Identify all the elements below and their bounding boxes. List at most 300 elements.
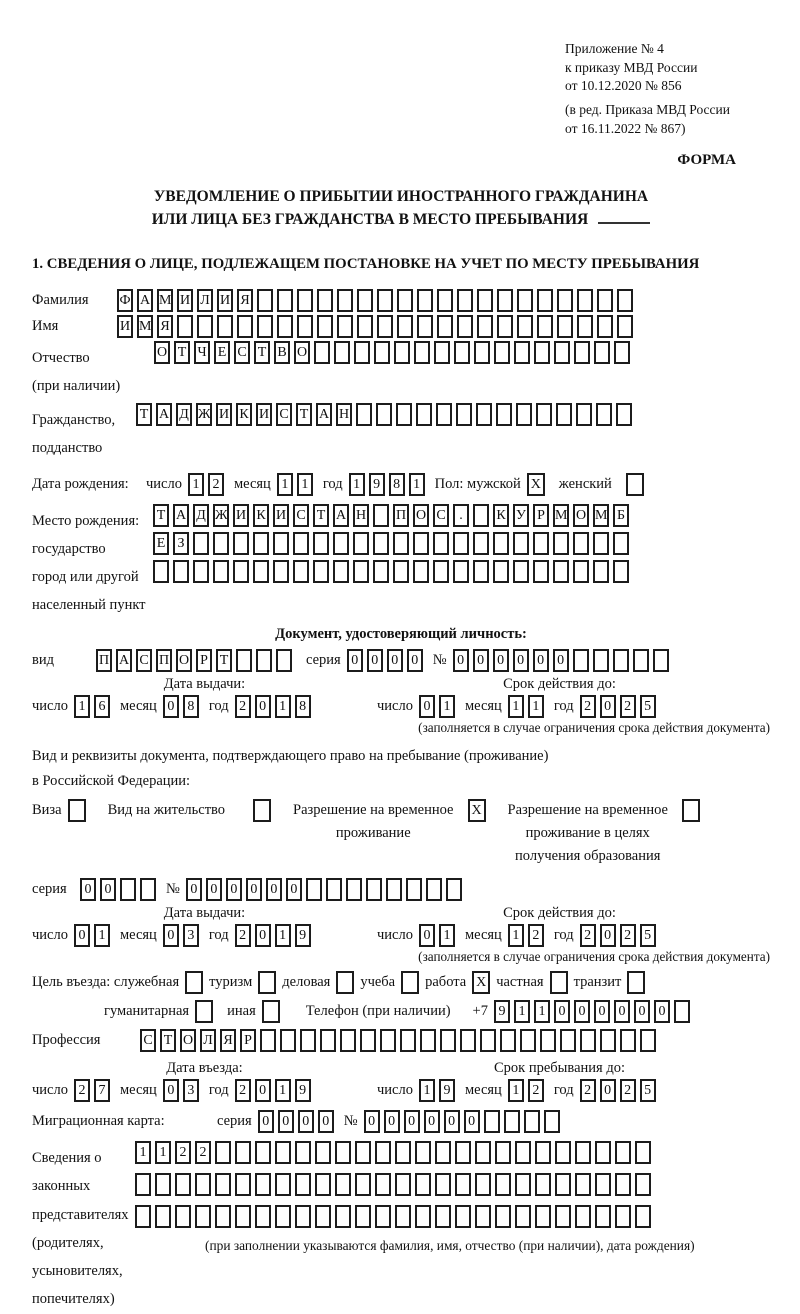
char-cell[interactable]: Т: [160, 1029, 176, 1052]
char-cell[interactable]: 1: [277, 473, 293, 496]
char-cell[interactable]: [235, 1205, 251, 1228]
char-cell[interactable]: [616, 403, 632, 426]
char-cell[interactable]: [317, 315, 333, 338]
char-cell[interactable]: [317, 289, 333, 312]
char-cell[interactable]: [237, 315, 253, 338]
char-cell[interactable]: 2: [528, 924, 544, 947]
char-cell[interactable]: [555, 1141, 571, 1164]
char-cell[interactable]: [520, 1029, 536, 1052]
char-cell[interactable]: [395, 1205, 411, 1228]
char-cell[interactable]: [457, 315, 473, 338]
char-cell[interactable]: [513, 532, 529, 555]
char-cell[interactable]: [135, 1173, 151, 1196]
char-cell[interactable]: [377, 315, 393, 338]
char-cell[interactable]: [635, 1173, 651, 1196]
char-cell[interactable]: 1: [275, 1079, 291, 1102]
char-cell[interactable]: 0: [278, 1110, 294, 1133]
char-cell[interactable]: [277, 289, 293, 312]
char-cell[interactable]: Б: [613, 504, 629, 527]
char-cell[interactable]: 0: [600, 924, 616, 947]
char-cell[interactable]: О: [573, 504, 589, 527]
char-cell[interactable]: .: [453, 504, 469, 527]
char-cell[interactable]: 0: [444, 1110, 460, 1133]
char-cell[interactable]: [355, 1205, 371, 1228]
char-cell[interactable]: [236, 649, 252, 672]
char-cell[interactable]: 1: [135, 1141, 151, 1164]
char-cell[interactable]: [306, 878, 322, 901]
char-cell[interactable]: 0: [100, 878, 116, 901]
char-cell[interactable]: [397, 289, 413, 312]
char-cell[interactable]: [475, 1173, 491, 1196]
char-cell[interactable]: 1: [275, 695, 291, 718]
char-cell[interactable]: Е: [214, 341, 230, 364]
char-cell[interactable]: [594, 341, 610, 364]
char-cell[interactable]: [533, 560, 549, 583]
residence-permit-checkbox[interactable]: [253, 799, 271, 822]
char-cell[interactable]: [334, 341, 350, 364]
char-cell[interactable]: [260, 1029, 276, 1052]
char-cell[interactable]: А: [316, 403, 332, 426]
char-cell[interactable]: [475, 1141, 491, 1164]
char-cell[interactable]: А: [156, 403, 172, 426]
char-cell[interactable]: [335, 1141, 351, 1164]
char-cell[interactable]: Н: [336, 403, 352, 426]
purpose-official-checkbox[interactable]: [185, 971, 203, 994]
char-cell[interactable]: 1: [508, 924, 524, 947]
char-cell[interactable]: [213, 560, 229, 583]
char-cell[interactable]: [457, 289, 473, 312]
char-cell[interactable]: [380, 1029, 396, 1052]
char-cell[interactable]: 0: [614, 1000, 630, 1023]
char-cell[interactable]: [153, 560, 169, 583]
char-cell[interactable]: И: [273, 504, 289, 527]
char-cell[interactable]: 1: [94, 924, 110, 947]
char-cell[interactable]: 0: [226, 878, 242, 901]
char-cell[interactable]: [417, 289, 433, 312]
char-cell[interactable]: [480, 1029, 496, 1052]
char-cell[interactable]: [434, 341, 450, 364]
char-cell[interactable]: [173, 560, 189, 583]
char-cell[interactable]: [253, 532, 269, 555]
char-cell[interactable]: 3: [183, 1079, 199, 1102]
char-cell[interactable]: [635, 1205, 651, 1228]
char-cell[interactable]: [453, 560, 469, 583]
char-cell[interactable]: [495, 1205, 511, 1228]
char-cell[interactable]: [293, 560, 309, 583]
char-cell[interactable]: Ф: [117, 289, 133, 312]
char-cell[interactable]: [613, 532, 629, 555]
char-cell[interactable]: А: [173, 504, 189, 527]
purpose-private-checkbox[interactable]: [550, 971, 568, 994]
char-cell[interactable]: [320, 1029, 336, 1052]
char-cell[interactable]: Т: [216, 649, 232, 672]
char-cell[interactable]: И: [217, 289, 233, 312]
char-cell[interactable]: [373, 560, 389, 583]
char-cell[interactable]: [555, 1173, 571, 1196]
char-cell[interactable]: [455, 1173, 471, 1196]
char-cell[interactable]: [617, 289, 633, 312]
char-cell[interactable]: 2: [620, 924, 636, 947]
char-cell[interactable]: [580, 1029, 596, 1052]
char-cell[interactable]: [314, 341, 330, 364]
char-cell[interactable]: [455, 1141, 471, 1164]
char-cell[interactable]: [513, 560, 529, 583]
char-cell[interactable]: [255, 1205, 271, 1228]
char-cell[interactable]: 0: [594, 1000, 610, 1023]
char-cell[interactable]: [497, 289, 513, 312]
char-cell[interactable]: [155, 1173, 171, 1196]
char-cell[interactable]: 0: [407, 649, 423, 672]
char-cell[interactable]: М: [553, 504, 569, 527]
char-cell[interactable]: 1: [508, 695, 524, 718]
char-cell[interactable]: 1: [534, 1000, 550, 1023]
char-cell[interactable]: О: [180, 1029, 196, 1052]
char-cell[interactable]: 2: [580, 695, 596, 718]
char-cell[interactable]: Я: [237, 289, 253, 312]
char-cell[interactable]: [395, 1173, 411, 1196]
char-cell[interactable]: [515, 1205, 531, 1228]
char-cell[interactable]: [256, 649, 272, 672]
char-cell[interactable]: Л: [197, 289, 213, 312]
char-cell[interactable]: [413, 532, 429, 555]
char-cell[interactable]: 9: [369, 473, 385, 496]
char-cell[interactable]: [575, 1141, 591, 1164]
char-cell[interactable]: 1: [419, 1079, 435, 1102]
char-cell[interactable]: [357, 289, 373, 312]
char-cell[interactable]: [573, 560, 589, 583]
char-cell[interactable]: П: [393, 504, 409, 527]
char-cell[interactable]: [217, 315, 233, 338]
char-cell[interactable]: [257, 315, 273, 338]
char-cell[interactable]: М: [157, 289, 173, 312]
char-cell[interactable]: [494, 341, 510, 364]
char-cell[interactable]: [356, 403, 372, 426]
char-cell[interactable]: [213, 532, 229, 555]
char-cell[interactable]: [614, 341, 630, 364]
char-cell[interactable]: [197, 315, 213, 338]
char-cell[interactable]: [613, 649, 629, 672]
char-cell[interactable]: [540, 1029, 556, 1052]
char-cell[interactable]: [353, 532, 369, 555]
char-cell[interactable]: 0: [553, 649, 569, 672]
purpose-other-checkbox[interactable]: [262, 1000, 280, 1023]
char-cell[interactable]: [333, 532, 349, 555]
char-cell[interactable]: [473, 560, 489, 583]
char-cell[interactable]: 0: [419, 695, 435, 718]
edu-permit-checkbox[interactable]: [682, 799, 700, 822]
char-cell[interactable]: [373, 504, 389, 527]
char-cell[interactable]: 0: [246, 878, 262, 901]
char-cell[interactable]: [394, 341, 410, 364]
char-cell[interactable]: [473, 532, 489, 555]
char-cell[interactable]: [537, 315, 553, 338]
char-cell[interactable]: 5: [640, 695, 656, 718]
char-cell[interactable]: [577, 289, 593, 312]
char-cell[interactable]: [595, 1173, 611, 1196]
char-cell[interactable]: [326, 878, 342, 901]
char-cell[interactable]: 0: [654, 1000, 670, 1023]
char-cell[interactable]: Т: [313, 504, 329, 527]
char-cell[interactable]: 0: [419, 924, 435, 947]
char-cell[interactable]: [476, 403, 492, 426]
char-cell[interactable]: [400, 1029, 416, 1052]
char-cell[interactable]: П: [156, 649, 172, 672]
char-cell[interactable]: Т: [296, 403, 312, 426]
char-cell[interactable]: 9: [295, 924, 311, 947]
char-cell[interactable]: [544, 1110, 560, 1133]
char-cell[interactable]: [140, 878, 156, 901]
char-cell[interactable]: 2: [620, 1079, 636, 1102]
char-cell[interactable]: 0: [533, 649, 549, 672]
char-cell[interactable]: [333, 560, 349, 583]
char-cell[interactable]: [535, 1205, 551, 1228]
char-cell[interactable]: О: [294, 341, 310, 364]
char-cell[interactable]: 2: [528, 1079, 544, 1102]
char-cell[interactable]: [615, 1141, 631, 1164]
char-cell[interactable]: [366, 878, 382, 901]
sex-female-checkbox[interactable]: [626, 473, 644, 496]
purpose-transit-checkbox[interactable]: [627, 971, 645, 994]
char-cell[interactable]: 2: [175, 1141, 191, 1164]
char-cell[interactable]: [514, 341, 530, 364]
char-cell[interactable]: [297, 289, 313, 312]
char-cell[interactable]: 2: [620, 695, 636, 718]
char-cell[interactable]: 1: [349, 473, 365, 496]
char-cell[interactable]: О: [413, 504, 429, 527]
char-cell[interactable]: [235, 1173, 251, 1196]
char-cell[interactable]: А: [137, 289, 153, 312]
char-cell[interactable]: [517, 315, 533, 338]
char-cell[interactable]: [297, 315, 313, 338]
char-cell[interactable]: [376, 403, 392, 426]
char-cell[interactable]: 2: [235, 1079, 251, 1102]
char-cell[interactable]: 0: [266, 878, 282, 901]
char-cell[interactable]: [593, 560, 609, 583]
char-cell[interactable]: И: [216, 403, 232, 426]
char-cell[interactable]: 9: [439, 1079, 455, 1102]
char-cell[interactable]: 0: [387, 649, 403, 672]
char-cell[interactable]: 2: [235, 924, 251, 947]
char-cell[interactable]: С: [234, 341, 250, 364]
char-cell[interactable]: Т: [254, 341, 270, 364]
char-cell[interactable]: Е: [153, 532, 169, 555]
char-cell[interactable]: 0: [513, 649, 529, 672]
char-cell[interactable]: 1: [439, 924, 455, 947]
char-cell[interactable]: [633, 649, 649, 672]
char-cell[interactable]: [436, 403, 452, 426]
char-cell[interactable]: 0: [347, 649, 363, 672]
char-cell[interactable]: [477, 315, 493, 338]
char-cell[interactable]: У: [513, 504, 529, 527]
char-cell[interactable]: [573, 649, 589, 672]
char-cell[interactable]: 0: [453, 649, 469, 672]
char-cell[interactable]: [195, 1205, 211, 1228]
char-cell[interactable]: [537, 289, 553, 312]
char-cell[interactable]: 2: [74, 1079, 90, 1102]
char-cell[interactable]: 1: [155, 1141, 171, 1164]
char-cell[interactable]: Р: [240, 1029, 256, 1052]
char-cell[interactable]: 0: [318, 1110, 334, 1133]
char-cell[interactable]: 0: [424, 1110, 440, 1133]
char-cell[interactable]: 0: [258, 1110, 274, 1133]
char-cell[interactable]: [415, 1141, 431, 1164]
char-cell[interactable]: [535, 1141, 551, 1164]
char-cell[interactable]: [553, 532, 569, 555]
char-cell[interactable]: А: [116, 649, 132, 672]
char-cell[interactable]: [435, 1173, 451, 1196]
char-cell[interactable]: [593, 532, 609, 555]
char-cell[interactable]: [575, 1173, 591, 1196]
char-cell[interactable]: [415, 1205, 431, 1228]
char-cell[interactable]: [460, 1029, 476, 1052]
char-cell[interactable]: [375, 1205, 391, 1228]
char-cell[interactable]: [617, 315, 633, 338]
char-cell[interactable]: 0: [473, 649, 489, 672]
char-cell[interactable]: [375, 1173, 391, 1196]
char-cell[interactable]: [417, 315, 433, 338]
purpose-study-checkbox[interactable]: [401, 971, 419, 994]
char-cell[interactable]: 1: [508, 1079, 524, 1102]
char-cell[interactable]: [453, 532, 469, 555]
char-cell[interactable]: Т: [136, 403, 152, 426]
char-cell[interactable]: [315, 1205, 331, 1228]
char-cell[interactable]: [420, 1029, 436, 1052]
char-cell[interactable]: Р: [533, 504, 549, 527]
char-cell[interactable]: [500, 1029, 516, 1052]
char-cell[interactable]: [620, 1029, 636, 1052]
char-cell[interactable]: Н: [353, 504, 369, 527]
char-cell[interactable]: [313, 560, 329, 583]
temp-permit-checkbox[interactable]: X: [468, 799, 486, 822]
char-cell[interactable]: 0: [186, 878, 202, 901]
char-cell[interactable]: [315, 1141, 331, 1164]
char-cell[interactable]: 8: [389, 473, 405, 496]
char-cell[interactable]: [280, 1029, 296, 1052]
char-cell[interactable]: 0: [74, 924, 90, 947]
char-cell[interactable]: [533, 532, 549, 555]
char-cell[interactable]: [504, 1110, 520, 1133]
char-cell[interactable]: [524, 1110, 540, 1133]
char-cell[interactable]: [277, 315, 293, 338]
purpose-humanitarian-checkbox[interactable]: [195, 1000, 213, 1023]
char-cell[interactable]: [353, 560, 369, 583]
char-cell[interactable]: 1: [297, 473, 313, 496]
char-cell[interactable]: 1: [409, 473, 425, 496]
char-cell[interactable]: 7: [94, 1079, 110, 1102]
char-cell[interactable]: [377, 289, 393, 312]
char-cell[interactable]: [295, 1205, 311, 1228]
char-cell[interactable]: [515, 1141, 531, 1164]
char-cell[interactable]: [613, 560, 629, 583]
char-cell[interactable]: С: [136, 649, 152, 672]
char-cell[interactable]: [195, 1173, 211, 1196]
char-cell[interactable]: [413, 560, 429, 583]
char-cell[interactable]: [597, 289, 613, 312]
char-cell[interactable]: 0: [163, 924, 179, 947]
char-cell[interactable]: [396, 403, 412, 426]
char-cell[interactable]: [517, 289, 533, 312]
char-cell[interactable]: Я: [157, 315, 173, 338]
char-cell[interactable]: [600, 1029, 616, 1052]
char-cell[interactable]: [313, 532, 329, 555]
char-cell[interactable]: [575, 1205, 591, 1228]
char-cell[interactable]: [397, 315, 413, 338]
char-cell[interactable]: [295, 1141, 311, 1164]
char-cell[interactable]: [597, 315, 613, 338]
char-cell[interactable]: [456, 403, 472, 426]
char-cell[interactable]: 0: [364, 1110, 380, 1133]
char-cell[interactable]: [415, 1173, 431, 1196]
char-cell[interactable]: [275, 1173, 291, 1196]
char-cell[interactable]: 5: [640, 924, 656, 947]
char-cell[interactable]: 2: [580, 924, 596, 947]
char-cell[interactable]: [135, 1205, 151, 1228]
char-cell[interactable]: [576, 403, 592, 426]
char-cell[interactable]: [433, 532, 449, 555]
char-cell[interactable]: 0: [163, 695, 179, 718]
char-cell[interactable]: [386, 878, 402, 901]
char-cell[interactable]: 0: [634, 1000, 650, 1023]
char-cell[interactable]: 1: [528, 695, 544, 718]
char-cell[interactable]: [255, 1141, 271, 1164]
char-cell[interactable]: [555, 1205, 571, 1228]
char-cell[interactable]: [455, 1205, 471, 1228]
char-cell[interactable]: [340, 1029, 356, 1052]
char-cell[interactable]: 0: [286, 878, 302, 901]
char-cell[interactable]: [573, 532, 589, 555]
char-cell[interactable]: З: [173, 532, 189, 555]
char-cell[interactable]: [177, 315, 193, 338]
char-cell[interactable]: 1: [74, 695, 90, 718]
char-cell[interactable]: [355, 1173, 371, 1196]
sex-male-checkbox[interactable]: X: [527, 473, 545, 496]
char-cell[interactable]: [374, 341, 390, 364]
char-cell[interactable]: 0: [574, 1000, 590, 1023]
char-cell[interactable]: [640, 1029, 656, 1052]
char-cell[interactable]: О: [176, 649, 192, 672]
char-cell[interactable]: 1: [275, 924, 291, 947]
char-cell[interactable]: [406, 878, 422, 901]
char-cell[interactable]: [615, 1205, 631, 1228]
char-cell[interactable]: [233, 532, 249, 555]
char-cell[interactable]: К: [253, 504, 269, 527]
purpose-work-checkbox[interactable]: X: [472, 971, 490, 994]
char-cell[interactable]: [596, 403, 612, 426]
char-cell[interactable]: [593, 649, 609, 672]
char-cell[interactable]: 9: [295, 1079, 311, 1102]
char-cell[interactable]: [435, 1205, 451, 1228]
char-cell[interactable]: [393, 532, 409, 555]
char-cell[interactable]: [273, 560, 289, 583]
purpose-tourism-checkbox[interactable]: [258, 971, 276, 994]
char-cell[interactable]: Т: [153, 504, 169, 527]
char-cell[interactable]: [120, 878, 136, 901]
char-cell[interactable]: [493, 532, 509, 555]
char-cell[interactable]: [473, 504, 489, 527]
char-cell[interactable]: 8: [183, 695, 199, 718]
char-cell[interactable]: 5: [640, 1079, 656, 1102]
char-cell[interactable]: 0: [384, 1110, 400, 1133]
char-cell[interactable]: С: [140, 1029, 156, 1052]
char-cell[interactable]: [300, 1029, 316, 1052]
char-cell[interactable]: [273, 532, 289, 555]
char-cell[interactable]: [275, 1205, 291, 1228]
char-cell[interactable]: М: [137, 315, 153, 338]
char-cell[interactable]: [495, 1141, 511, 1164]
char-cell[interactable]: Т: [174, 341, 190, 364]
char-cell[interactable]: [484, 1110, 500, 1133]
char-cell[interactable]: [235, 1141, 251, 1164]
